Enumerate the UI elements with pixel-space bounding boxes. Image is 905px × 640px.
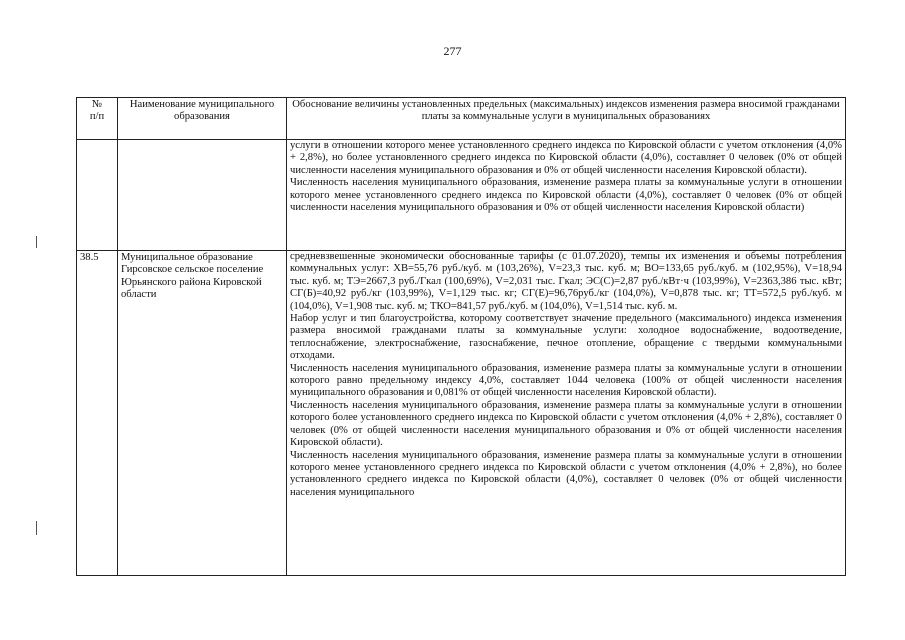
row-justification <box>287 251 846 576</box>
paragraph: средневзвешенные экономически обоснованные тарифы (с 01.07.2020), темпы их изменения и объемы потребления коммунальных услуг: ХВ=55,76 руб./куб. м (103,26%), V=23,3 тыс. куб. м; ВО=133,65 руб./куб. м (102,95%), V=18,94 тыс. куб. м; ТЭ=2667,3 руб./Гкал (100,69%), V=2,031 тыс. Гкал; ЭС(С)=2,87 руб./кВт·ч (103,99%), V=2363,386 тыс. кВт; СГ(Б)=40,92 руб./кг (103,99%), V=1,129 тыс. кг; СГ(Е)=96,76руб./кг (104,0%), V=0,878 тыс. кг; ТТ=572,5 руб./куб. м (104,0%), V=1,908 тыс. куб. м; ТКО=841,57 руб./куб. м (104,0%), V=1,514 тыс. куб. м. <box>290 251 842 312</box>
paragraph: Набор услуг и тип благоустройства, которому соответствует значение предельного (максимального) индекса изменения размера вносимой гражданами платы за коммунальные услуги: холодное водоснабжение, водоотведение, теплоснабжение, электроснабжение, газоснабжение, печное отопление, обращение с твердыми коммунальными отходами. <box>290 313 842 362</box>
header-number: № п/п <box>77 98 118 140</box>
row-justification <box>287 140 846 251</box>
row-municipality <box>118 140 287 251</box>
header-municipality: Наименование муниципального образования <box>118 98 287 140</box>
paragraph: Численность населения муниципального образования, изменение размера платы за коммунальные услуги в отношении которого менее установленного среднего индекса по Кировской области (4,0%), составляет 0 человек (0% от общей численности населения муниципального образования и 0% от общей численности населения Кировской области) <box>290 177 842 214</box>
table-row-38-5 <box>77 251 846 576</box>
table-row-continuation <box>77 140 846 251</box>
header-justification: Обоснование величины установленных предельных (максимальных) индексов изменения размера вносимой гражданами платы за коммунальные услуги в муниципальных образованиях <box>287 98 846 140</box>
paragraph: Численность населения муниципального образования, изменение размера платы за коммунальные услуги в отношении которого равно предельному индексу 4,0%, составляет 1044 человека (100% от общей численности населения муниципального образования и 0,081% от общей численности населения Кировской области). <box>290 362 842 399</box>
row-number: 38.5 <box>77 251 118 576</box>
indices-table <box>76 97 846 576</box>
paragraph: Численность населения муниципального образования, изменение размера платы за коммунальные услуги в отношении которого менее установленного среднего индекса по Кировской области с учетом отклонения (4,0% + 2,8%), но более установленного среднего индекса по Кировской области (4,0%), составляет 0 человек (0% от общей численности населения муниципального <box>290 449 842 498</box>
paragraph: услуги в отношении которого менее установленного среднего индекса по Кировской области с учетом отклонения (4,0% + 2,8%), но более установленного среднего индекса по Кировской области (4,0%), составляет 0 человек (0% от общей численности населения муниципального образования и 0% от общей численности населения Кировской области). <box>290 140 842 176</box>
row-municipality: Муниципальное образование Гирсовское сельское поселение Юрьянского района Кировской области <box>118 251 287 576</box>
paragraph: Численность населения муниципального образования, изменение размера платы за коммунальные услуги в отношении которого более установленного среднего индекса по Кировской области с учетом отклонения (4,0% + 2,8%), составляет 0 человек (0% от общей численности населения муниципального образования и 0% от общей численности населения Кировской области). <box>290 399 842 449</box>
margin-mark <box>36 521 37 535</box>
table-header-row <box>77 98 846 140</box>
row-number <box>77 140 118 251</box>
margin-mark <box>36 236 37 248</box>
page-number: 277 <box>443 44 462 58</box>
